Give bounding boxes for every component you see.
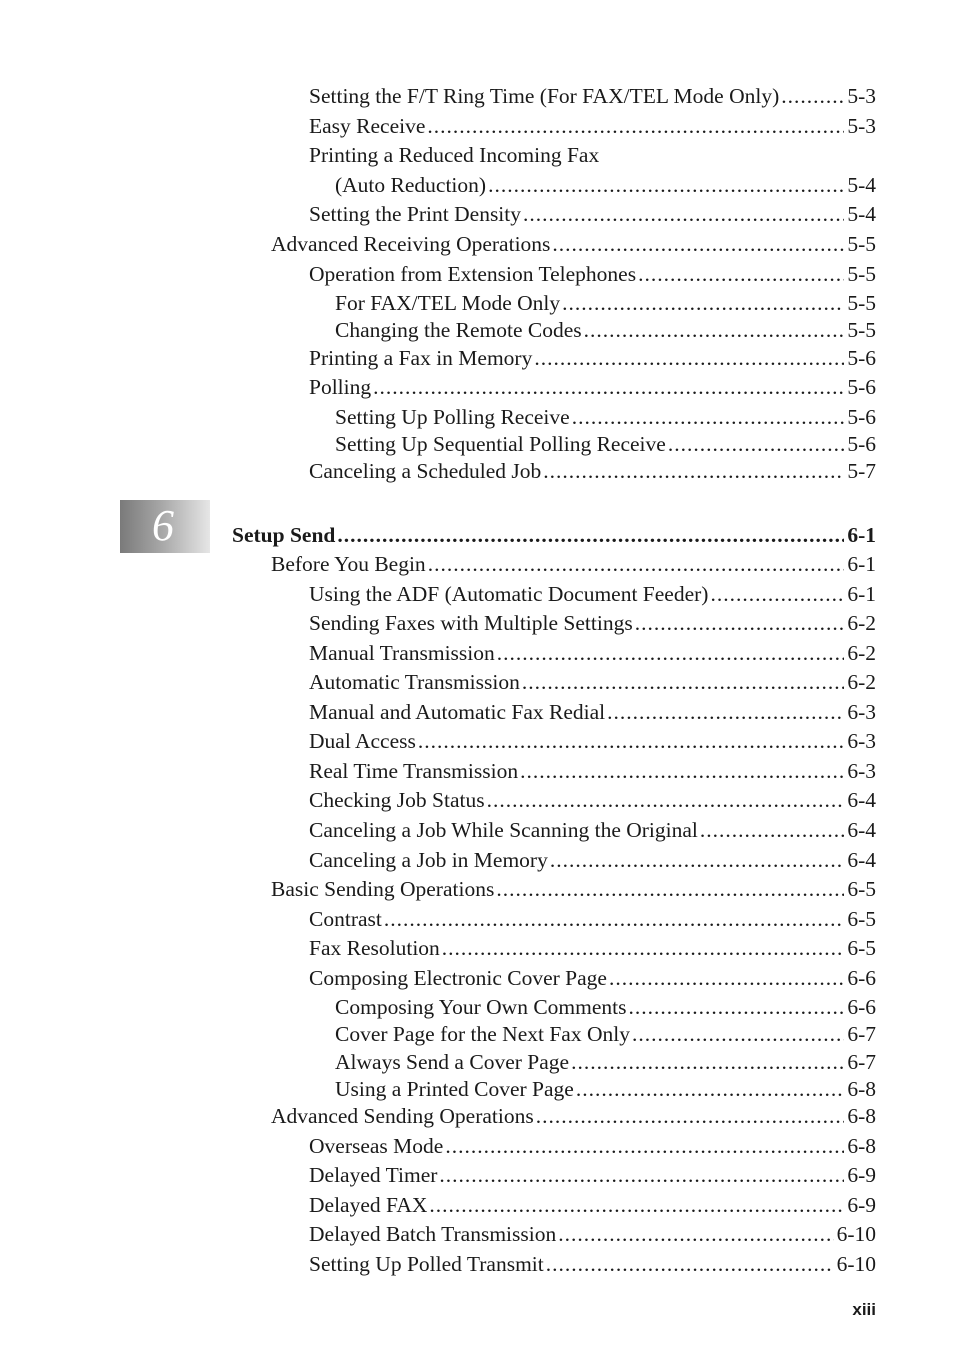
dot-leader — [571, 1049, 844, 1075]
dot-leader — [558, 1221, 833, 1247]
toc-entry[interactable]: For FAX/TEL Mode Only ..... 5-5 — [335, 290, 876, 316]
dot-leader — [562, 290, 844, 316]
dot-leader — [638, 261, 844, 287]
dot-leader — [781, 83, 844, 109]
toc-entry[interactable]: Setting Up Sequential Polling Receive ..... 5-6 — [335, 431, 876, 457]
toc-entry[interactable]: Advanced Sending Operations ..... 6-8 — [271, 1103, 876, 1129]
dot-leader — [439, 1162, 844, 1188]
chapter-number: 6 — [152, 501, 174, 550]
dot-leader — [427, 113, 844, 139]
dot-leader — [576, 1076, 844, 1102]
dot-leader — [445, 1133, 844, 1159]
dot-leader — [584, 317, 845, 343]
dot-leader — [536, 1103, 845, 1129]
toc-entry[interactable]: Setting Up Polled Transmit ..... 6-10 — [309, 1251, 876, 1277]
toc-entry[interactable]: Basic Sending Operations ..... 6-5 — [271, 876, 876, 902]
dot-leader — [487, 787, 845, 813]
toc-entry[interactable]: Delayed FAX ..... 6-9 — [309, 1192, 876, 1218]
toc-entry[interactable]: Automatic Transmission ..... 6-2 — [309, 669, 876, 695]
toc-entry[interactable]: Delayed Timer ..... 6-9 — [309, 1162, 876, 1188]
dot-leader — [384, 906, 844, 932]
dot-leader — [520, 758, 844, 784]
dot-leader — [488, 172, 844, 198]
toc-entry[interactable]: Before You Begin ..... 6-1 — [271, 551, 876, 577]
toc-entry[interactable]: (Auto Reduction) ..... 5-4 — [335, 172, 876, 198]
toc-entry[interactable]: Overseas Mode ..... 6-8 — [309, 1133, 876, 1159]
toc-entry[interactable]: Setting the Print Density ..... 5-4 — [309, 201, 876, 227]
dot-leader — [550, 847, 844, 873]
dot-leader — [337, 522, 844, 548]
dot-leader — [428, 551, 845, 577]
toc-entry[interactable]: Dual Access ..... 6-3 — [309, 728, 876, 754]
dot-leader — [552, 231, 844, 257]
dot-leader — [429, 1192, 844, 1218]
dot-leader — [635, 610, 845, 636]
toc-entry[interactable]: Delayed Batch Transmission ..... 6-10 — [309, 1221, 876, 1247]
toc-entry[interactable]: Operation from Extension Telephones ..... 5-5 — [309, 261, 876, 287]
toc-entry[interactable]: Printing a Reduced Incoming Fax — [309, 143, 600, 167]
dot-leader — [629, 994, 845, 1020]
toc-entry[interactable]: Printing a Fax in Memory ..... 5-6 — [309, 345, 876, 371]
dot-leader — [497, 640, 845, 666]
dot-leader — [534, 345, 844, 371]
toc-entry[interactable]: Manual Transmission ..... 6-2 — [309, 640, 876, 666]
toc-entry[interactable]: Canceling a Job While Scanning the Original ..... 6-4 — [309, 817, 876, 843]
toc-entry[interactable]: Setting Up Polling Receive ..... 5-6 — [335, 404, 876, 430]
dot-leader — [572, 404, 845, 430]
toc-entry[interactable]: Canceling a Job in Memory ..... 6-4 — [309, 847, 876, 873]
toc-entry[interactable]: Cover Page for the Next Fax Only ..... 6-7 — [335, 1021, 876, 1047]
dot-leader — [373, 374, 844, 400]
toc-entry[interactable]: Fax Resolution ..... 6-5 — [309, 935, 876, 961]
toc-chapter-entry[interactable]: Setup Send ..... 6-1 — [232, 522, 876, 548]
dot-leader — [442, 935, 845, 961]
dot-leader — [632, 1021, 844, 1047]
toc-entry[interactable]: Manual and Automatic Fax Redial ..... 6-3 — [309, 699, 876, 725]
dot-leader — [609, 965, 844, 991]
toc-entry[interactable]: Canceling a Scheduled Job ..... 5-7 — [309, 458, 876, 484]
toc-entry[interactable]: Setting the F/T Ring Time (For FAX/TEL Mode Only) ..... 5-3 — [309, 83, 876, 109]
dot-leader — [700, 817, 844, 843]
toc-entry[interactable]: Sending Faxes with Multiple Settings ..... 6-2 — [309, 610, 876, 636]
toc-entry[interactable]: Polling ..... 5-6 — [309, 374, 876, 400]
toc-entry[interactable]: Real Time Transmission ..... 6-3 — [309, 758, 876, 784]
toc-entry[interactable]: Easy Receive ..... 5-3 — [309, 113, 876, 139]
dot-leader — [522, 669, 844, 695]
chapter-tab — [120, 500, 210, 553]
dot-leader — [668, 431, 845, 457]
toc-entry[interactable]: Composing Electronic Cover Page ..... 6-6 — [309, 965, 876, 991]
dot-leader — [710, 581, 844, 607]
toc-entry[interactable]: Advanced Receiving Operations ..... 5-5 — [271, 231, 876, 257]
dot-leader — [418, 728, 844, 754]
toc-entry[interactable]: Checking Job Status ..... 6-4 — [309, 787, 876, 813]
dot-leader — [546, 1251, 834, 1277]
toc-entry[interactable]: Always Send a Cover Page ..... 6-7 — [335, 1049, 876, 1075]
dot-leader — [496, 876, 844, 902]
toc-entry[interactable]: Changing the Remote Codes ..... 5-5 — [335, 317, 876, 343]
dot-leader — [607, 699, 844, 725]
toc-entry[interactable]: Using a Printed Cover Page ..... 6-8 — [335, 1076, 876, 1102]
toc-entry[interactable]: Using the ADF (Automatic Document Feeder) ..... 6-1 — [309, 581, 876, 607]
dot-leader — [543, 458, 844, 484]
dot-leader — [523, 201, 844, 227]
page-number: xiii — [852, 1300, 876, 1319]
toc-entry[interactable]: Contrast ..... 6-5 — [309, 906, 876, 932]
toc-entry[interactable]: Composing Your Own Comments ..... 6-6 — [335, 994, 876, 1020]
